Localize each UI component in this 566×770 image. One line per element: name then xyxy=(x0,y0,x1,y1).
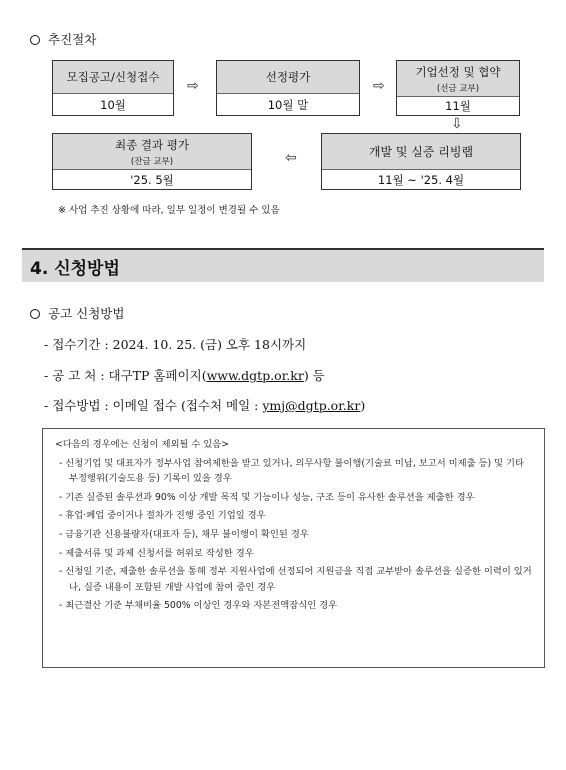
exclusion-item: - 최근결산 기준 부채비율 500% 이상인 경우와 자본전액잠식인 경우 xyxy=(59,600,338,612)
process-box-subtitle: (선금 교부) xyxy=(436,83,480,94)
exclusion-notice-header: <다음의 경우에는 신청이 제외될 수 있음> xyxy=(55,439,230,450)
process-box-title: 최종 결과 평가 xyxy=(115,137,189,152)
apply-notice-line xyxy=(44,366,325,384)
process-box-subtitle: (잔금 교부) xyxy=(130,156,174,167)
exclusion-notice-box xyxy=(42,428,545,668)
exclusion-item: - 기존 실증된 솔루션과 90% 이상 개발 목적 및 기능이나 성능, 구조 등이 유사한 솔루션을 제출한 경우 xyxy=(59,491,475,503)
process-box-title: 개발 및 실증 리빙랩 xyxy=(368,145,474,159)
process-box-recruit xyxy=(52,60,174,116)
section-banner xyxy=(22,248,544,282)
process-box-living-lab xyxy=(321,133,521,190)
process-box-selection xyxy=(396,60,520,116)
circle-bullet-icon xyxy=(30,309,40,319)
schedule-note: ※ 사업 추진 상황에 따라, 일부 일정이 변경될 수 있음 xyxy=(58,205,280,216)
exclusion-item: - 금융기관 신용불량자(대표자 등), 채무 불이행이 확인된 경우 xyxy=(59,528,309,540)
exclusion-item: - 신청기업 및 대표자가 정부사업 참여제한을 받고 있거나, 의무사항 불이행(기술료 미납, 보고서 미제출 등) 및 기타 부정행위(기술도용 등) 기록이 있을 경우 xyxy=(59,457,524,485)
exclusion-item: - 신청일 기준, 제출한 솔루션을 통해 정부 지원사업에 선정되어 지원금을 직접 교부받아 솔루션을 실증한 이력이 있거나, 실증 내용이 포함된 개발 사업에 참여 중인 경우 xyxy=(59,566,532,593)
exclusion-item: - 제출서류 및 과제 신청서를 허위로 작성한 경우 xyxy=(59,547,254,559)
arrow-left-icon: ⇦ xyxy=(285,150,297,166)
procedure-heading xyxy=(30,30,96,48)
exclusion-item: - 휴업·폐업 중이거나 절차가 진행 중인 기업일 경우 xyxy=(59,510,266,522)
process-box-final-evaluation xyxy=(52,133,252,190)
arrow-down-icon: ⇩ xyxy=(451,116,463,132)
website-link[interactable]: www.dgtp.or.kr xyxy=(206,368,304,383)
apply-method-label: - 접수방법 : 이메일 접수 (접수처 메일 : xyxy=(44,398,263,413)
process-box-title: 선정평가 xyxy=(265,70,311,84)
procedure-heading-text: 추진절차 xyxy=(48,32,97,47)
process-box-date: '25. 5월 xyxy=(130,172,174,187)
process-box-title: 기업선정 및 협약 xyxy=(415,64,501,79)
apply-notice-suffix: ) 등 xyxy=(303,368,325,383)
process-box-date: 11월 xyxy=(445,99,471,113)
circle-bullet-icon xyxy=(30,35,40,45)
apply-method-suffix: ) xyxy=(360,398,366,413)
arrow-right-icon: ⇨ xyxy=(373,78,385,94)
apply-notice-label: - 공 고 처 : 대구TP 홈페이지( xyxy=(44,368,207,383)
apply-heading xyxy=(30,304,124,322)
process-box-date: 10월 말 xyxy=(267,97,309,112)
process-box-date: 10월 xyxy=(100,97,126,112)
section-title: 4. 신청방법 xyxy=(30,258,120,279)
apply-period-line: - 접수기간 : 2024. 10. 25. (금) 오후 18시까지 xyxy=(44,337,307,352)
arrow-right-icon: ⇨ xyxy=(187,78,199,94)
apply-method-line xyxy=(44,396,365,414)
process-box-title: 모집공고/신청접수 xyxy=(66,70,160,84)
email-link[interactable]: ymj@dgtp.or.kr xyxy=(262,398,361,413)
apply-heading-text: 공고 신청방법 xyxy=(48,306,125,321)
process-box-date: 11월 ~ '25. 4월 xyxy=(377,172,465,187)
process-box-evaluation xyxy=(216,60,360,116)
